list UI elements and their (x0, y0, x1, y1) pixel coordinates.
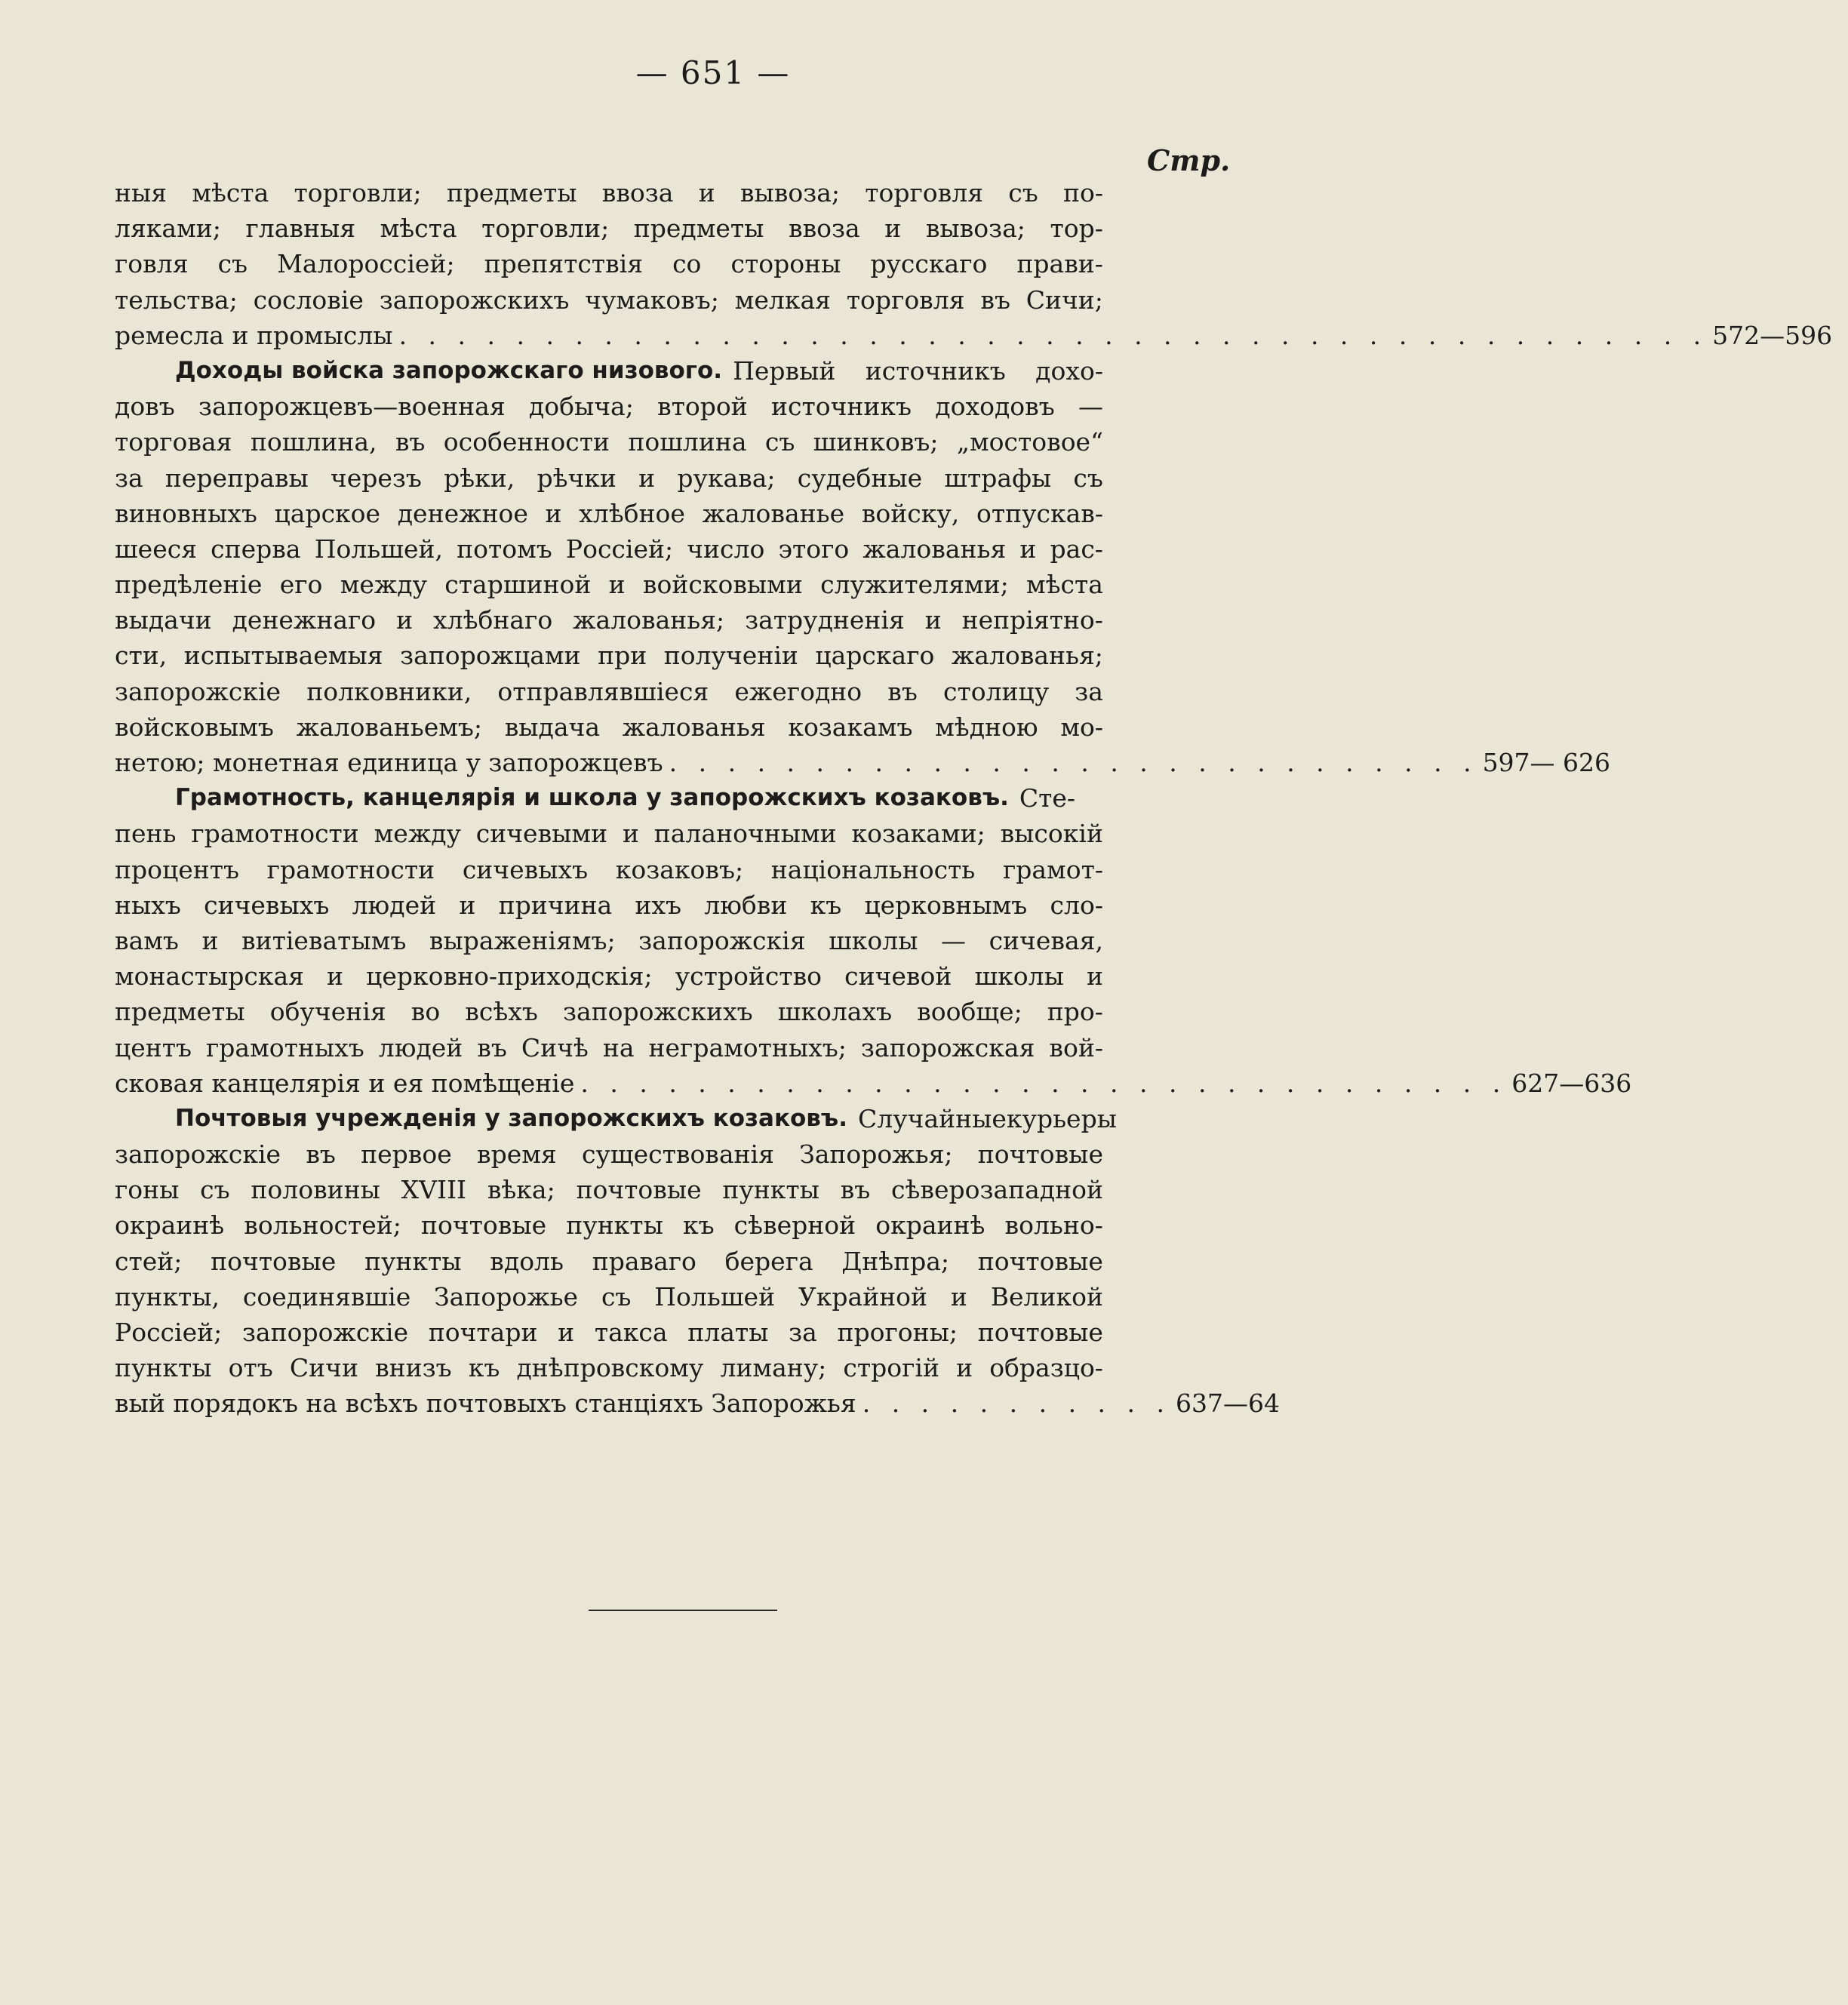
page-range: 627—636 (1511, 1068, 1632, 1098)
text-line (115, 282, 1103, 318)
text-line (115, 1350, 1103, 1385)
text-line (115, 1244, 1103, 1279)
section-heading: Доходы войска запорожскаго низового. (175, 356, 723, 384)
text-line (115, 1172, 1103, 1207)
line-text: центъ грамотныхъ людей въ Сичѣ на неграмотныхъ; запорожская вой- (115, 1032, 1103, 1062)
line-text: ныя мѣста торговли; предметы ввоза и вывоза; торговля съ по- (115, 178, 1103, 208)
line-text: ляками; главныя мѣста торговли; предметы ввоза и вывоза; тор- (115, 214, 1103, 244)
line-text: нетою; монетная единица у запорожцевъ (115, 748, 663, 777)
line-text: тельства; сословіе запорожскихъ чумаковъ; мелкая торговля въ Сичи; (115, 284, 1103, 315)
line-text: сковая канцелярія и ея помѣщеніе (115, 1068, 575, 1098)
text-line (115, 1385, 1280, 1421)
line-text: предѣленіе его между старшиной и войсковыми служителями; мѣста (115, 570, 1103, 600)
line-text: пункты, соединявшіе Запорожье съ Польшей Украйной и Великой (115, 1281, 1103, 1312)
line-text: стей; почтовые пункты вдоль праваго берега Днѣпра; почтовые (115, 1246, 1103, 1276)
dot-leader: . . . . . . . . . . . . . . . . . . . . . . . . . . . . (669, 748, 1478, 777)
toc-entry (115, 780, 1632, 1101)
text-line (115, 994, 1103, 1029)
page-range: 637—64 (1176, 1388, 1280, 1419)
text-line (115, 460, 1103, 496)
line-text: предметы обученія во всѣхъ запорожскихъ школахъ вообще; про- (115, 997, 1103, 1027)
line-text: шееся сперва Польшей, потомъ Россіей; число этого жалованья и рас- (115, 534, 1103, 564)
line-text: довъ запорожцевъ—военная добыча; второй источникъ доходовъ — (115, 392, 1103, 422)
text-line (115, 1030, 1103, 1066)
text-line (115, 496, 1103, 531)
text-line (115, 1279, 1103, 1315)
toc-entry (115, 353, 1611, 780)
line-text: Сте- (1019, 783, 1076, 813)
text-line (115, 852, 1103, 887)
page-range: 572—596 (1712, 320, 1833, 350)
line-text: говля съ Малороссіей; препятствія со стороны русскаго прави- (115, 249, 1103, 279)
dot-leader: . . . . . . . . . . . (862, 1388, 1172, 1419)
toc-entry (115, 175, 1833, 353)
closing-rule (589, 1610, 777, 1611)
line-text: пункты отъ Сичи внизъ къ днѣпровскому лиману; строгій и образцо- (115, 1353, 1103, 1383)
line-text: Случайные курьеры (858, 1103, 1117, 1133)
line-text: за переправы черезъ рѣки, рѣчки и рукава; судебные штрафы съ (115, 463, 1103, 493)
dot-leader: . . . . . . . . . . . . . . . . . . . . . . . . . . . . . . . . . . . . . . . . . . . . . (398, 320, 1708, 350)
text-line (115, 816, 1103, 851)
line-text: ныхъ сичевыхъ людей и причина ихъ любви къ церковнымъ сло- (115, 890, 1103, 920)
section-heading: Почтовыя учрежденія у запорожскихъ козаковъ. (175, 1104, 847, 1132)
text-line (115, 567, 1103, 602)
text-line (115, 318, 1833, 353)
line-text: виновныхъ царское денежное и хлѣбное жалованье войску, отпускав- (115, 498, 1103, 528)
line-text: гоны съ половины XVIII вѣка; почтовые пункты въ сѣверозападной (115, 1175, 1103, 1205)
line-text: запорожскіе въ первое время существованія Запорожья; почтовые (115, 1139, 1103, 1170)
line-text: ремесла и промыслы (115, 320, 393, 350)
line-text: Россіей; запорожскіе почтари и такса платы за прогоны; почтовые (115, 1318, 1103, 1347)
text-line (115, 1315, 1103, 1350)
line-text: монастырская и церковно-приходскія; устройство сичевой школы и (115, 961, 1103, 992)
text-line (115, 246, 1103, 281)
line-text: окраинѣ вольностей; почтовые пункты къ сѣверной окраинѣ вольно- (115, 1210, 1103, 1241)
text-line (115, 1207, 1103, 1243)
section-heading: Грамотность, канцелярія и школа у запорожскихъ козаковъ. (175, 784, 1009, 812)
dot-leader: . . . . . . . . . . . . . . . . . . . . . . . . . . . . . . . . (580, 1068, 1508, 1098)
text-line (115, 780, 1103, 816)
line-text: войсковымъ жалованьемъ; выдача жалованья козакамъ мѣдною мо- (115, 712, 1103, 742)
text-line (115, 424, 1103, 460)
line-text: запорожскіе полковники, отправлявшіеся ежегодно въ столицу за (115, 676, 1103, 706)
text-line (115, 745, 1611, 780)
text-line (115, 958, 1103, 994)
text-line (115, 353, 1103, 389)
text-line (115, 674, 1103, 709)
line-text: пень грамотности между сичевыми и паланочными козаками; высокій (115, 819, 1103, 849)
line-text: вый порядокъ на всѣхъ почтовыхъ станціяхъ Запорожья (115, 1388, 856, 1419)
line-text: вамъ и витіеватымъ выраженіямъ; запорожскія школы — сичевая, (115, 925, 1103, 955)
pages-column-header: Стр. (1147, 143, 1231, 177)
text-line (115, 175, 1103, 211)
page-number: — 651 — (635, 54, 791, 91)
page-range: 597— 626 (1482, 748, 1611, 777)
toc-entry (115, 1101, 1280, 1422)
text-line (115, 531, 1103, 567)
text-line (115, 887, 1103, 923)
line-text: торговая пошлина, въ особенности пошлина съ шинковъ; „мостовое“ (115, 427, 1103, 457)
line-text: выдачи денежнаго и хлѣбнаго жалованья; затрудненія и непріятно- (115, 605, 1103, 635)
text-line (115, 602, 1103, 638)
line-text: сти, испытываемыя запорожцами при полученіи царскаго жалованья; (115, 641, 1103, 671)
text-line (115, 389, 1103, 424)
line-text: процентъ грамотности сичевыхъ козаковъ; національность грамот- (115, 854, 1103, 884)
line-text: Первый источникъ дохо- (733, 355, 1103, 386)
text-line (115, 709, 1103, 745)
table-of-contents (115, 175, 1833, 1422)
text-line (115, 638, 1103, 673)
text-line (115, 923, 1103, 958)
text-line (115, 1136, 1103, 1172)
text-line (115, 211, 1103, 246)
text-line (115, 1101, 1117, 1136)
text-line (115, 1066, 1632, 1101)
